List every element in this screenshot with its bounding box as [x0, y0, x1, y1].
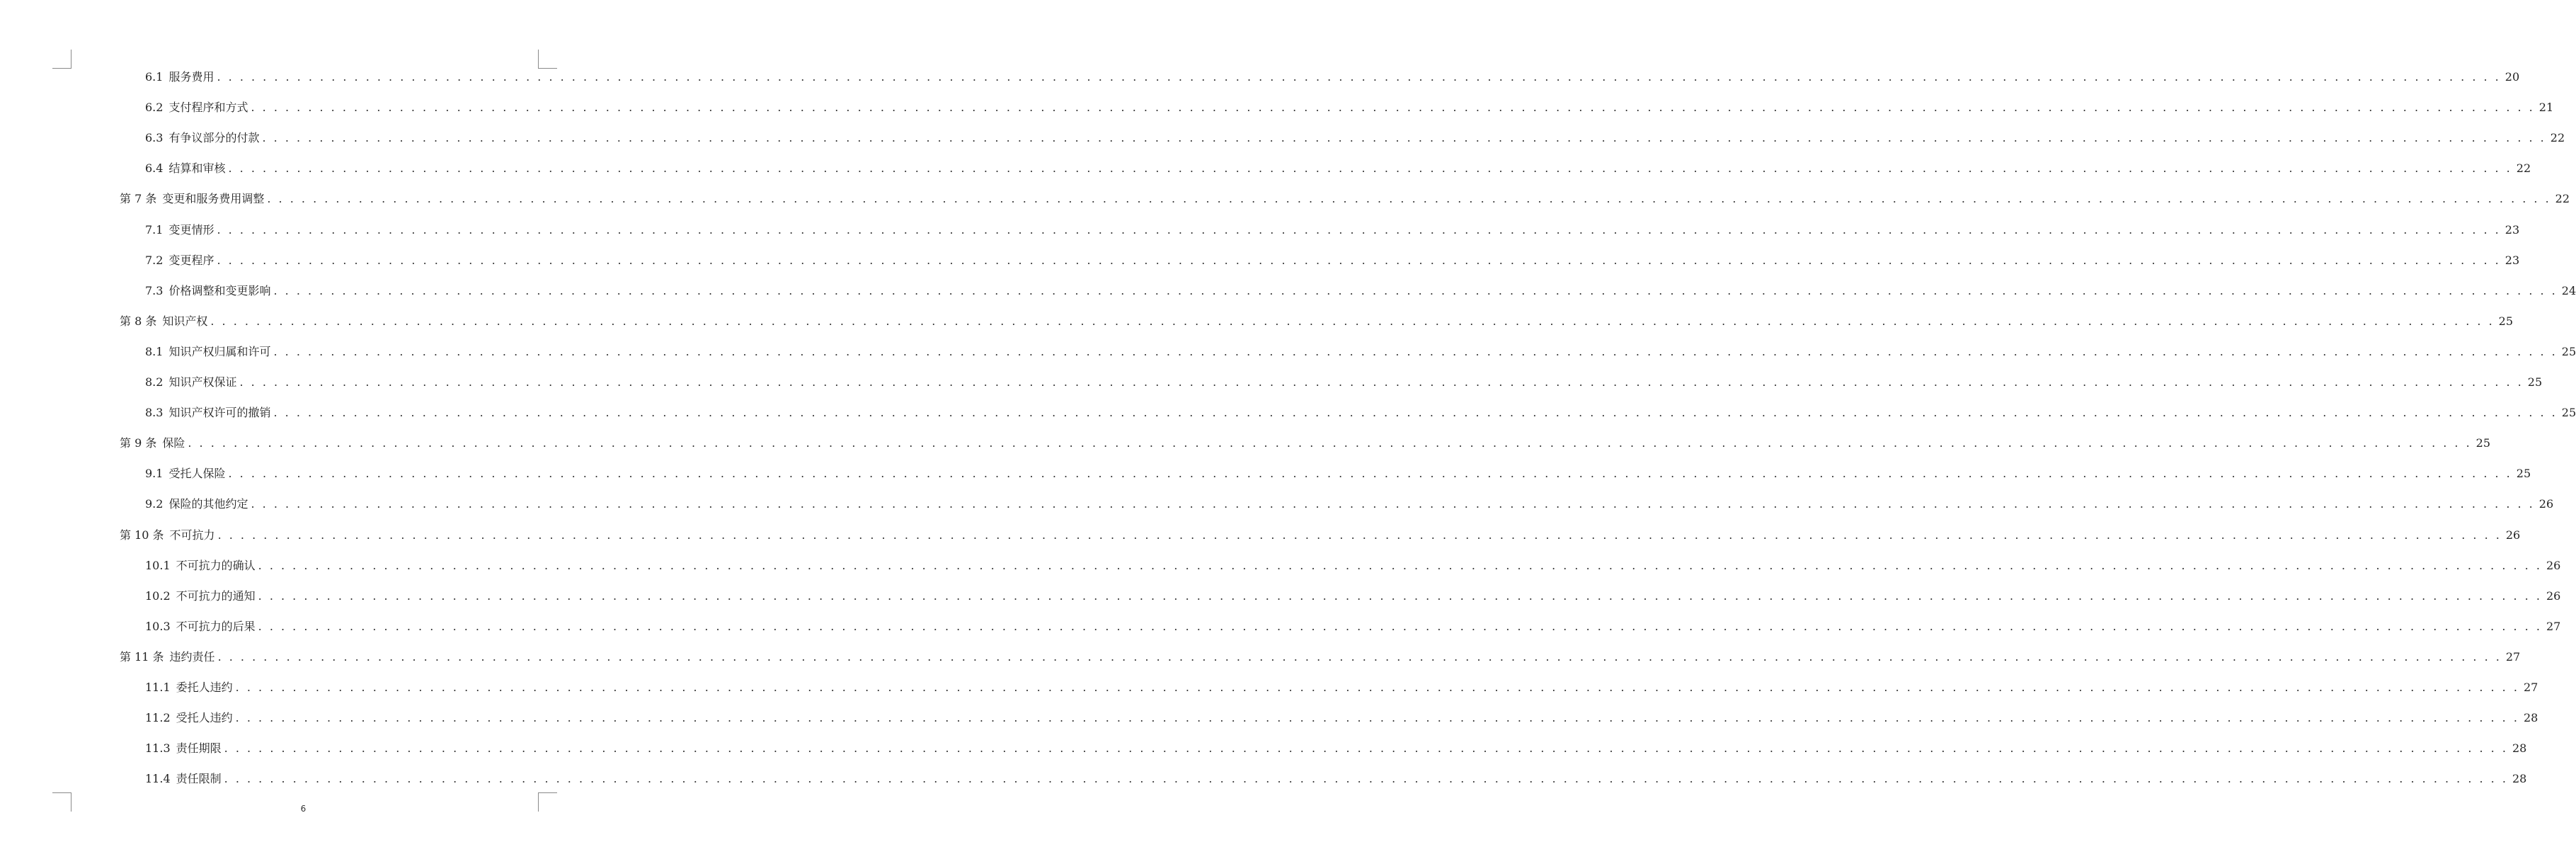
toc-entry-page: 20	[2505, 70, 2520, 84]
toc-dot-leader: . . . . . . . . . . . . . . . . . . . . . . . . . . . . . . . . . . . . . . . . . . . . . . . . . . . . . . . . . . . . . . . . . . . . . . . . . . . . . . . . . . . . . . . . . . . . . . . . . . . . . . . . . . . . . . . . . . . . . . . . . . . . . . . . . . . . . . . . . . . . . . . . . . . . . . . . . . . . . . . . . . . . . . . . . . . . . . . . . . . . . . . . . . . . . . . . . . . . . . . .	[217, 254, 2501, 267]
toc-entry[interactable]	[145, 676, 2538, 695]
toc-entry-page: 27	[2523, 681, 2538, 694]
toc-entry-page: 28	[2512, 741, 2527, 755]
toc-entry-number: 11.2	[145, 711, 171, 724]
toc-entry-title: 知识产权保证	[168, 375, 237, 389]
toc-entry-number: 第 7 条	[120, 192, 157, 205]
toc-entry[interactable]	[145, 768, 2527, 786]
toc-dot-leader: . . . . . . . . . . . . . . . . . . . . . . . . . . . . . . . . . . . . . . . . . . . . . . . . . . . . . . . . . . . . . . . . . . . . . . . . . . . . . . . . . . . . . . . . . . . . . . . . . . . . . . . . . . . . . . . . . . . . . . . . . . . . . . . . . . . . . . . . . . . . . . . . . . . . . . . . . . . . . . . . . . . . . . . . . . . . . . . . . . . . . . . . . . . . . . . . . . . . . . . .	[217, 70, 2501, 84]
toc-entry-number: 10.2	[145, 589, 171, 603]
toc-dot-leader: . . . . . . . . . . . . . . . . . . . . . . . . . . . . . . . . . . . . . . . . . . . . . . . . . . . . . . . . . . . . . . . . . . . . . . . . . . . . . . . . . . . . . . . . . . . . . . . . . . . . . . . . . . . . . . . . . . . . . . . . . . . . . . . . . . . . . . . . . . . . . . . . . . . . . . . . . . . . . . . . . . . . . . . . . . . . . . . . . . . . . . . . . . . . . . . . . . . . . . . .	[224, 741, 2508, 755]
toc-dot-leader: . . . . . . . . . . . . . . . . . . . . . . . . . . . . . . . . . . . . . . . . . . . . . . . . . . . . . . . . . . . . . . . . . . . . . . . . . . . . . . . . . . . . . . . . . . . . . . . . . . . . . . . . . . . . . . . . . . . . . . . . . . . . . . . . . . . . . . . . . . . . . . . . . . . . . . . . . . . . . . . . . . . . . . . . . . . . . . . . . . . . . . . . . . . . . . . . . . . . . . . .	[235, 681, 2519, 694]
toc-entry[interactable]	[145, 341, 2576, 359]
toc-dot-leader: . . . . . . . . . . . . . . . . . . . . . . . . . . . . . . . . . . . . . . . . . . . . . . . . . . . . . . . . . . . . . . . . . . . . . . . . . . . . . . . . . . . . . . . . . . . . . . . . . . . . . . . . . . . . . . . . . . . . . . . . . . . . . . . . . . . . . . . . . . . . . . . . . . . . . . . . . . . . . . . . . . . . . . . . . . . . . . . . . . . . . . . . . . . . . . . . . . . . . . . .	[258, 620, 2542, 633]
toc-dot-leader: . . . . . . . . . . . . . . . . . . . . . . . . . . . . . . . . . . . . . . . . . . . . . . . . . . . . . . . . . . . . . . . . . . . . . . . . . . . . . . . . . . . . . . . . . . . . . . . . . . . . . . . . . . . . . . . . . . . . . . . . . . . . . . . . . . . . . . . . . . . . . . . . . . . . . . . . . . . . . . . . . . . . . . . . . . . . . . . . . . . . . . . . . . . . . . . . . . . . . . . .	[273, 345, 2558, 358]
toc-entry-number: 第 9 条	[120, 436, 157, 450]
toc-entry-title: 受托人违约	[176, 711, 233, 724]
toc-entry-page: 22	[2555, 192, 2570, 205]
toc-entry[interactable]	[145, 157, 2531, 176]
toc-entry-number: 10.3	[145, 620, 171, 633]
toc-entry-number: 6.1	[145, 70, 164, 84]
toc-entry-number: 10.1	[145, 559, 171, 572]
toc-entry-page: 24	[2561, 284, 2576, 297]
toc-entry-page: 25	[2475, 436, 2491, 450]
toc-dot-leader: . . . . . . . . . . . . . . . . . . . . . . . . . . . . . . . . . . . . . . . . . . . . . . . . . . . . . . . . . . . . . . . . . . . . . . . . . . . . . . . . . . . . . . . . . . . . . . . . . . . . . . . . . . . . . . . . . . . . . . . . . . . . . . . . . . . . . . . . . . . . . . . . . . . . . . . . . . . . . . . . . . . . . . . . . . . . . . . . . . . . . . . . . . . . . . . . . . . . . . . .	[210, 314, 2495, 328]
toc-entry[interactable]	[120, 432, 2491, 450]
toc-entry-title: 责任限制	[176, 772, 222, 785]
toc-entry-title: 违约责任	[169, 650, 215, 664]
toc-entry[interactable]	[145, 737, 2527, 756]
toc-entry-title: 不可抗力的通知	[176, 589, 256, 603]
toc-dot-leader: . . . . . . . . . . . . . . . . . . . . . . . . . . . . . . . . . . . . . . . . . . . . . . . . . . . . . . . . . . . . . . . . . . . . . . . . . . . . . . . . . . . . . . . . . . . . . . . . . . . . . . . . . . . . . . . . . . . . . . . . . . . . . . . . . . . . . . . . . . . . . . . . . . . . . . . . . . . . . . . . . . . . . . . . . . . . . . . . . . . . . . . . . . . . . . . . . . . . . . . .	[273, 284, 2558, 297]
page-number: 6	[300, 804, 307, 814]
toc-entry-title: 变更和服务费用调整	[162, 192, 265, 205]
toc-entry-page: 27	[2546, 620, 2561, 633]
toc-entry-number: 9.2	[145, 497, 164, 511]
toc-entry[interactable]	[145, 554, 2561, 573]
toc-entry-page: 26	[2505, 528, 2521, 542]
toc-entry-page: 22	[2550, 131, 2565, 144]
toc-entry-page: 28	[2512, 772, 2527, 785]
toc-entry-title: 知识产权许可的撤销	[168, 406, 271, 419]
toc-entry-title: 保险	[162, 436, 185, 450]
toc-entry[interactable]	[145, 96, 2554, 115]
toc-entry[interactable]	[145, 66, 2520, 84]
toc-dot-leader: . . . . . . . . . . . . . . . . . . . . . . . . . . . . . . . . . . . . . . . . . . . . . . . . . . . . . . . . . . . . . . . . . . . . . . . . . . . . . . . . . . . . . . . . . . . . . . . . . . . . . . . . . . . . . . . . . . . . . . . . . . . . . . . . . . . . . . . . . . . . . . . . . . . . . . . . . . . . . . . . . . . . . . . . . . . . . . . . . . . . . . . . . . . . . . . . . . . . . . . .	[251, 497, 2535, 511]
toc-entry-number: 6.2	[145, 101, 164, 114]
toc-dot-leader: . . . . . . . . . . . . . . . . . . . . . . . . . . . . . . . . . . . . . . . . . . . . . . . . . . . . . . . . . . . . . . . . . . . . . . . . . . . . . . . . . . . . . . . . . . . . . . . . . . . . . . . . . . . . . . . . . . . . . . . . . . . . . . . . . . . . . . . . . . . . . . . . . . . . . . . . . . . . . . . . . . . . . . . . . . . . . . . . . . . . . . . . . . . . . . . . . . . . . . . .	[251, 101, 2535, 114]
toc-entry-number: 6.3	[145, 131, 164, 144]
toc-entry[interactable]	[145, 249, 2520, 268]
toc-entry[interactable]	[145, 493, 2554, 511]
crop-mark-top-right	[538, 50, 557, 69]
toc-entry-title: 服务费用	[168, 70, 214, 84]
toc-entry[interactable]	[145, 127, 2565, 145]
toc-dot-leader: . . . . . . . . . . . . . . . . . . . . . . . . . . . . . . . . . . . . . . . . . . . . . . . . . . . . . . . . . . . . . . . . . . . . . . . . . . . . . . . . . . . . . . . . . . . . . . . . . . . . . . . . . . . . . . . . . . . . . . . . . . . . . . . . . . . . . . . . . . . . . . . . . . . . . . . . . . . . . . . . . . . . . . . . . . . . . . . . . . . . . . . . . . . . . . . . . . . . . . . .	[188, 436, 2472, 450]
toc-dot-leader: . . . . . . . . . . . . . . . . . . . . . . . . . . . . . . . . . . . . . . . . . . . . . . . . . . . . . . . . . . . . . . . . . . . . . . . . . . . . . . . . . . . . . . . . . . . . . . . . . . . . . . . . . . . . . . . . . . . . . . . . . . . . . . . . . . . . . . . . . . . . . . . . . . . . . . . . . . . . . . . . . . . . . . . . . . . . . . . . . . . . . . . . . . . . . . . . . . . . . . . .	[262, 131, 2546, 144]
toc-entry-number: 第 11 条	[120, 650, 164, 664]
toc-dot-leader: . . . . . . . . . . . . . . . . . . . . . . . . . . . . . . . . . . . . . . . . . . . . . . . . . . . . . . . . . . . . . . . . . . . . . . . . . . . . . . . . . . . . . . . . . . . . . . . . . . . . . . . . . . . . . . . . . . . . . . . . . . . . . . . . . . . . . . . . . . . . . . . . . . . . . . . . . . . . . . . . . . . . . . . . . . . . . . . . . . . . . . . . . . . . . . . . . . . . . . . .	[235, 711, 2519, 724]
toc-dot-leader: . . . . . . . . . . . . . . . . . . . . . . . . . . . . . . . . . . . . . . . . . . . . . . . . . . . . . . . . . . . . . . . . . . . . . . . . . . . . . . . . . . . . . . . . . . . . . . . . . . . . . . . . . . . . . . . . . . . . . . . . . . . . . . . . . . . . . . . . . . . . . . . . . . . . . . . . . . . . . . . . . . . . . . . . . . . . . . . . . . . . . . . . . . . . . . . . . . . . . . . .	[217, 650, 2502, 664]
toc-entry-title: 知识产权	[162, 314, 208, 328]
toc-entry[interactable]	[145, 219, 2520, 237]
toc-entry-title: 受托人保险	[168, 467, 226, 480]
toc-entry-page: 22	[2516, 161, 2531, 175]
toc-entry-title: 有争议部分的付款	[168, 131, 260, 144]
toc-entry-page: 25	[2561, 345, 2576, 358]
toc-entry-number: 9.1	[145, 467, 164, 480]
toc-entry-number: 11.4	[145, 772, 171, 785]
toc-entry-number: 7.2	[145, 254, 164, 267]
toc-entry-title: 结算和审核	[168, 161, 226, 175]
toc-entry-title: 变更程序	[168, 254, 214, 267]
toc-entry-page: 23	[2505, 254, 2520, 267]
toc-dot-leader: . . . . . . . . . . . . . . . . . . . . . . . . . . . . . . . . . . . . . . . . . . . . . . . . . . . . . . . . . . . . . . . . . . . . . . . . . . . . . . . . . . . . . . . . . . . . . . . . . . . . . . . . . . . . . . . . . . . . . . . . . . . . . . . . . . . . . . . . . . . . . . . . . . . . . . . . . . . . . . . . . . . . . . . . . . . . . . . . . . . . . . . . . . . . . . . . . . . . . . . .	[273, 406, 2558, 419]
toc-entry-title: 不可抗力的后果	[176, 620, 256, 633]
toc-entry[interactable]	[145, 371, 2543, 389]
toc-entry-title: 不可抗力	[169, 528, 215, 542]
toc-entry[interactable]	[145, 615, 2561, 634]
toc-entry[interactable]	[145, 462, 2531, 481]
toc-dot-leader: . . . . . . . . . . . . . . . . . . . . . . . . . . . . . . . . . . . . . . . . . . . . . . . . . . . . . . . . . . . . . . . . . . . . . . . . . . . . . . . . . . . . . . . . . . . . . . . . . . . . . . . . . . . . . . . . . . . . . . . . . . . . . . . . . . . . . . . . . . . . . . . . . . . . . . . . . . . . . . . . . . . . . . . . . . . . . . . . . . . . . . . . . . . . . . . . . . . . . . . .	[217, 223, 2501, 237]
toc-dot-leader: . . . . . . . . . . . . . . . . . . . . . . . . . . . . . . . . . . . . . . . . . . . . . . . . . . . . . . . . . . . . . . . . . . . . . . . . . . . . . . . . . . . . . . . . . . . . . . . . . . . . . . . . . . . . . . . . . . . . . . . . . . . . . . . . . . . . . . . . . . . . . . . . . . . . . . . . . . . . . . . . . . . . . . . . . . . . . . . . . . . . . . . . . . . . . . . . . . . . . . . .	[258, 559, 2542, 572]
toc-entry-page: 26	[2546, 589, 2561, 603]
toc-dot-leader: . . . . . . . . . . . . . . . . . . . . . . . . . . . . . . . . . . . . . . . . . . . . . . . . . . . . . . . . . . . . . . . . . . . . . . . . . . . . . . . . . . . . . . . . . . . . . . . . . . . . . . . . . . . . . . . . . . . . . . . . . . . . . . . . . . . . . . . . . . . . . . . . . . . . . . . . . . . . . . . . . . . . . . . . . . . . . . . . . . . . . . . . . . . . . . . . . . . . . . . .	[217, 528, 2502, 542]
toc-entry-number: 第 8 条	[120, 314, 157, 328]
toc-entry-number: 8.3	[145, 406, 164, 419]
toc-entry-title: 变更情形	[168, 223, 214, 237]
toc-entry-number: 11.1	[145, 681, 171, 694]
toc-entry-number: 8.1	[145, 345, 164, 358]
toc-entry-page: 26	[2538, 497, 2554, 511]
toc-entry-title: 价格调整和变更影响	[168, 284, 271, 297]
crop-mark-top-left	[52, 50, 71, 69]
toc-entry-number: 8.2	[145, 375, 164, 389]
toc-entry-page: 27	[2505, 650, 2521, 664]
toc-entry-number: 第 10 条	[120, 528, 164, 542]
toc-dot-leader: . . . . . . . . . . . . . . . . . . . . . . . . . . . . . . . . . . . . . . . . . . . . . . . . . . . . . . . . . . . . . . . . . . . . . . . . . . . . . . . . . . . . . . . . . . . . . . . . . . . . . . . . . . . . . . . . . . . . . . . . . . . . . . . . . . . . . . . . . . . . . . . . . . . . . . . . . . . . . . . . . . . . . . . . . . . . . . . . . . . . . . . . . . . . . . . . . . . . . . . .	[224, 772, 2508, 785]
toc-entry[interactable]	[145, 402, 2576, 420]
toc-entry[interactable]	[120, 524, 2521, 542]
toc-entry-number: 7.3	[145, 284, 164, 297]
toc-entry[interactable]	[145, 585, 2561, 603]
toc-entry[interactable]	[145, 280, 2576, 298]
toc-dot-leader: . . . . . . . . . . . . . . . . . . . . . . . . . . . . . . . . . . . . . . . . . . . . . . . . . . . . . . . . . . . . . . . . . . . . . . . . . . . . . . . . . . . . . . . . . . . . . . . . . . . . . . . . . . . . . . . . . . . . . . . . . . . . . . . . . . . . . . . . . . . . . . . . . . . . . . . . . . . . . . . . . . . . . . . . . . . . . . . . . . . . . . . . . . . . . . . . . . . . . . . .	[228, 467, 2512, 480]
toc-entry[interactable]	[120, 188, 2570, 206]
toc-entry[interactable]	[145, 707, 2538, 725]
toc-entry-page: 28	[2523, 711, 2538, 724]
toc-entry-number: 7.1	[145, 223, 164, 237]
toc-dot-leader: . . . . . . . . . . . . . . . . . . . . . . . . . . . . . . . . . . . . . . . . . . . . . . . . . . . . . . . . . . . . . . . . . . . . . . . . . . . . . . . . . . . . . . . . . . . . . . . . . . . . . . . . . . . . . . . . . . . . . . . . . . . . . . . . . . . . . . . . . . . . . . . . . . . . . . . . . . . . . . . . . . . . . . . . . . . . . . . . . . . . . . . . . . . . . . . . . . . . . . . .	[267, 192, 2551, 205]
toc-dot-leader: . . . . . . . . . . . . . . . . . . . . . . . . . . . . . . . . . . . . . . . . . . . . . . . . . . . . . . . . . . . . . . . . . . . . . . . . . . . . . . . . . . . . . . . . . . . . . . . . . . . . . . . . . . . . . . . . . . . . . . . . . . . . . . . . . . . . . . . . . . . . . . . . . . . . . . . . . . . . . . . . . . . . . . . . . . . . . . . . . . . . . . . . . . . . . . . . . . . . . . . .	[228, 161, 2512, 175]
toc-entry-title: 委托人违约	[176, 681, 233, 694]
toc-entry-page: 25	[2561, 406, 2576, 419]
toc-entry-title: 保险的其他约定	[168, 497, 248, 511]
toc-entry-page: 26	[2546, 559, 2561, 572]
toc-dot-leader: . . . . . . . . . . . . . . . . . . . . . . . . . . . . . . . . . . . . . . . . . . . . . . . . . . . . . . . . . . . . . . . . . . . . . . . . . . . . . . . . . . . . . . . . . . . . . . . . . . . . . . . . . . . . . . . . . . . . . . . . . . . . . . . . . . . . . . . . . . . . . . . . . . . . . . . . . . . . . . . . . . . . . . . . . . . . . . . . . . . . . . . . . . . . . . . . . . . . . . . .	[239, 375, 2524, 389]
toc-entry-page: 25	[2516, 467, 2531, 480]
toc-entry-title: 支付程序和方式	[168, 101, 248, 114]
toc-entry-title: 不可抗力的确认	[176, 559, 256, 572]
toc-entry-page: 23	[2505, 223, 2520, 237]
toc-entry-number: 11.3	[145, 741, 171, 755]
toc-dot-leader: . . . . . . . . . . . . . . . . . . . . . . . . . . . . . . . . . . . . . . . . . . . . . . . . . . . . . . . . . . . . . . . . . . . . . . . . . . . . . . . . . . . . . . . . . . . . . . . . . . . . . . . . . . . . . . . . . . . . . . . . . . . . . . . . . . . . . . . . . . . . . . . . . . . . . . . . . . . . . . . . . . . . . . . . . . . . . . . . . . . . . . . . . . . . . . . . . . . . . . . .	[258, 589, 2542, 603]
toc-entry-page: 25	[2527, 375, 2543, 389]
toc-entry-number: 6.4	[145, 161, 164, 175]
toc-entry-title: 责任期限	[176, 741, 222, 755]
toc-entry-page: 21	[2538, 101, 2554, 114]
toc-entry[interactable]	[120, 646, 2521, 664]
toc-entry[interactable]	[120, 310, 2514, 329]
toc-entry-page: 25	[2498, 314, 2514, 328]
toc-entry-title: 知识产权归属和许可	[168, 345, 271, 358]
